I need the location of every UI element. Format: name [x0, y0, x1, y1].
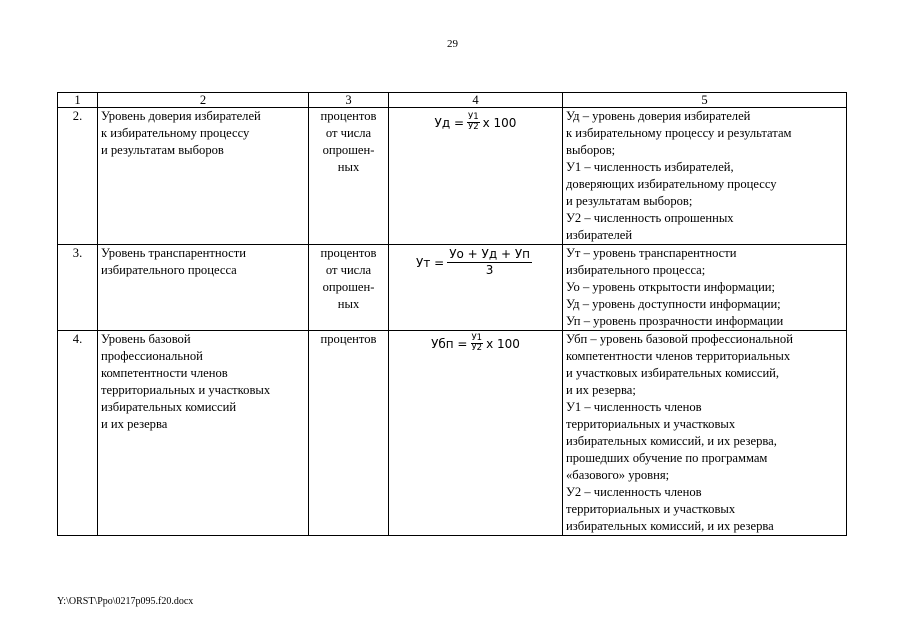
text-line: Убп – уровень базовой профессиональной	[566, 332, 793, 346]
text-line: доверяющих избирательному процессу	[566, 177, 777, 191]
text-line: процентов	[320, 332, 377, 346]
text-line: и их резерва;	[566, 383, 636, 397]
table-header-row	[58, 93, 847, 108]
text-line: территориальных и участковых	[566, 502, 736, 516]
text-line: профессиональной	[101, 349, 203, 363]
formula	[392, 113, 559, 132]
indicators-table	[57, 92, 847, 536]
text-line: и участковых избирательных комиссий,	[566, 366, 780, 380]
text-line: компетентности членов	[101, 366, 228, 380]
table-row	[58, 331, 847, 536]
text-line: избирателей	[566, 228, 633, 242]
text-line: Уровень транспарентности	[101, 246, 247, 260]
description-cell	[563, 331, 847, 536]
text-line: Уп – уровень прозрачности информации	[566, 314, 784, 328]
text-line: и результатам выборов	[101, 143, 224, 157]
text-line: У1 – численность избирателей,	[566, 160, 734, 174]
text-line: опрошен-	[322, 280, 375, 294]
formula-lhs: Ут =	[416, 255, 445, 270]
indicator-name	[98, 331, 309, 536]
header-cell: 4	[389, 93, 563, 108]
header-cell: 3	[309, 93, 389, 108]
table-row	[58, 108, 847, 245]
text-line: избирательных комиссий, и их резерва,	[566, 434, 777, 448]
fraction-numerator: У1	[468, 112, 479, 122]
text-line: и результатам выборов;	[566, 194, 693, 208]
row-number: 3.	[58, 245, 98, 331]
unit-cell	[309, 331, 389, 536]
text-line: выборов;	[566, 143, 616, 157]
fraction-denominator: У2	[468, 122, 479, 132]
text-line: У2 – численность членов	[566, 485, 702, 499]
text-line: Уровень доверия избирателей	[101, 109, 261, 123]
fraction-denominator: 3	[485, 263, 494, 277]
text-line: избирательного процесса;	[566, 263, 706, 277]
page-number: 29	[447, 38, 458, 50]
text-line: прошедших обучение по программам	[566, 451, 768, 465]
text-line: Ут – уровень транспарентности	[566, 246, 737, 260]
fraction-numerator: У1	[471, 333, 483, 343]
indicator-name	[98, 108, 309, 245]
text-line: ных	[337, 160, 360, 174]
text-line: процентов	[320, 246, 377, 260]
text-line: процентов	[320, 109, 377, 123]
text-line: избирательных комиссий, и их резерва	[566, 519, 774, 533]
header-cell: 5	[563, 93, 847, 108]
text-line: к избирательному процессу и результатам	[566, 126, 792, 140]
text-line: избирательного процесса	[101, 263, 237, 277]
text-line: от числа	[325, 126, 372, 140]
table-row	[58, 245, 847, 331]
text-line: Уд – уровень доступности информации;	[566, 297, 781, 311]
formula-lhs: Убп =	[431, 336, 468, 351]
fraction-denominator: У2	[471, 343, 483, 353]
text-line: У2 – численность опрошенных	[566, 211, 734, 225]
formula-fraction	[471, 334, 484, 353]
text-line: У1 – численность членов	[566, 400, 702, 414]
unit-cell	[309, 245, 389, 331]
text-line: компетентности членов территориальных	[566, 349, 791, 363]
formula-fraction	[447, 247, 532, 278]
formula	[392, 247, 559, 278]
formula-cell	[389, 331, 563, 536]
text-line: опрошен-	[322, 143, 375, 157]
text-line: Уд – уровень доверия избирателей	[566, 109, 751, 123]
description-cell	[563, 108, 847, 245]
formula-cell	[389, 108, 563, 245]
formula-lhs: Уд =	[434, 115, 465, 130]
text-line: «базового» уровня;	[566, 468, 670, 482]
text-line: и их резерва	[101, 417, 168, 431]
text-line: Уо – уровень открытости информации;	[566, 280, 776, 294]
row-number: 2.	[58, 108, 98, 245]
row-number: 4.	[58, 331, 98, 536]
text-line: ных	[337, 297, 360, 311]
text-line: к избирательному процессу	[101, 126, 250, 140]
text-line: от числа	[325, 263, 372, 277]
text-line: Уровень базовой	[101, 332, 191, 346]
description-cell	[563, 245, 847, 331]
header-cell: 1	[58, 93, 98, 108]
formula	[392, 334, 559, 353]
formula-suffix: х 100	[486, 336, 520, 351]
text-line: территориальных и участковых	[566, 417, 736, 431]
header-cell: 2	[98, 93, 309, 108]
formula-fraction	[467, 113, 480, 132]
text-line: избирательных комиссий	[101, 400, 237, 414]
unit-cell	[309, 108, 389, 245]
indicator-name	[98, 245, 309, 331]
text-line: территориальных и участковых	[101, 383, 271, 397]
formula-suffix: х 100	[482, 115, 517, 130]
fraction-numerator: Уо + Уд + Уп	[449, 247, 530, 261]
formula-cell	[389, 245, 563, 331]
document-path: Y:\ORST\Ppo\0217p095.f20.docx	[57, 596, 194, 607]
